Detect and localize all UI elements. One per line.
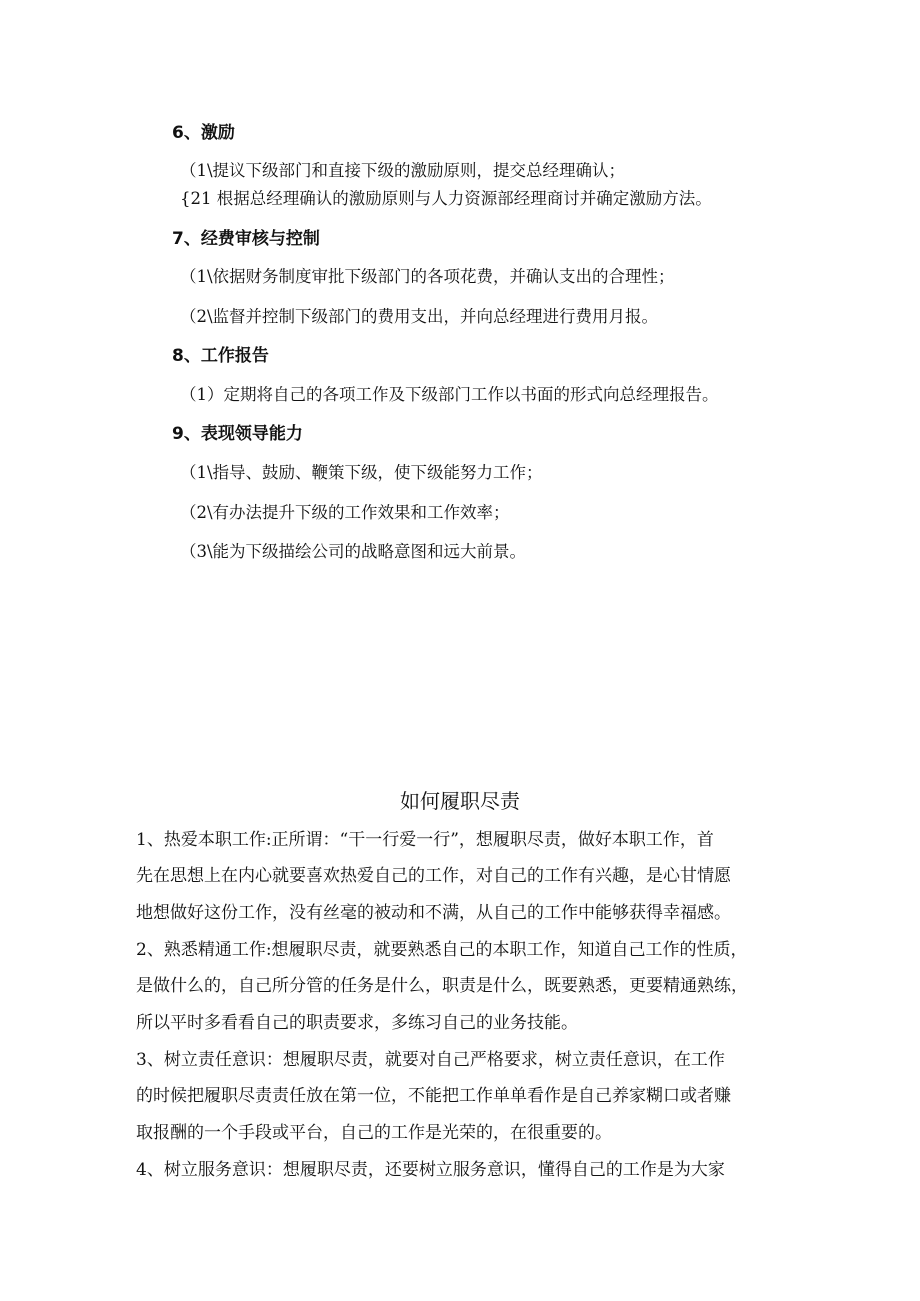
list-item: （2\监督并控制下级部门的费用支出，并向总经理进行费用月报。 bbox=[180, 307, 659, 326]
list-item: （1\依据财务制度审批下级部门的各项花费，并确认支出的合理性； bbox=[180, 267, 675, 286]
paragraph-line: 地想做好这份工作，没有丝毫的被动和不满，从自己的工作中能够获得幸福感。 bbox=[136, 903, 731, 923]
list-item: （3\能为下级描绘公司的战略意图和远大前景。 bbox=[180, 542, 527, 561]
heading-leadership: 9、表现领导能力 bbox=[172, 424, 303, 444]
heading-incentive: 6、激励 bbox=[172, 123, 235, 143]
paragraph-line: 是做什么的，自己所分管的任务是什么，职责是什么，既要熟悉，更要精通熟练， bbox=[136, 976, 748, 996]
heading-work-report: 8、工作报告 bbox=[172, 346, 269, 366]
paragraph-line: 所以平时多看看自己的职责要求，多练习自己的业务技能。 bbox=[136, 1013, 578, 1033]
section-title: 如何履职尽责 bbox=[400, 789, 520, 813]
paragraph-line: 3、树立责任意识：想履职尽责，就要对自己严格要求，树立责任意识，在工作 bbox=[136, 1050, 725, 1070]
paragraph-line: 先在思想上在内心就要喜欢热爱自己的工作，对自己的工作有兴趣，是心甘情愿 bbox=[136, 866, 731, 886]
heading-budget-control: 7、经费审核与控制 bbox=[172, 229, 320, 249]
paragraph-line: 取报酬的一个手段或平台，自己的工作是光荣的，在很重要的。 bbox=[136, 1123, 612, 1143]
paragraph-line: 1、热爱本职工作:正所谓：“干一行爱一行”，想履职尽责，做好本职工作，首 bbox=[136, 830, 714, 850]
list-item: （1\指导、鼓励、鞭策下级，使下级能努力工作； bbox=[180, 463, 543, 482]
paragraph-line: 的时候把履职尽责责任放在第一位，不能把工作单单看作是自己养家糊口或者赚 bbox=[136, 1086, 731, 1106]
list-item: （1）定期将自己的各项工作及下级部门工作以书面的形式向总经理报告。 bbox=[180, 385, 719, 404]
paragraph-line: 4、树立服务意识：想履职尽责，还要树立服务意识，懂得自己的工作是为大家 bbox=[136, 1160, 725, 1180]
list-item: （2\有办法提升下级的工作效果和工作效率； bbox=[180, 503, 510, 522]
list-item: （1\提议下级部门和直接下级的激励原则，提交总经理确认； bbox=[180, 161, 626, 180]
list-item: {21 根据总经理确认的激励原则与人力资源部经理商讨并确定激励方法。 bbox=[180, 189, 712, 208]
paragraph-line: 2、熟悉精通工作:想履职尽责，就要熟悉自己的本职工作，知道自己工作的性质， bbox=[136, 940, 748, 960]
